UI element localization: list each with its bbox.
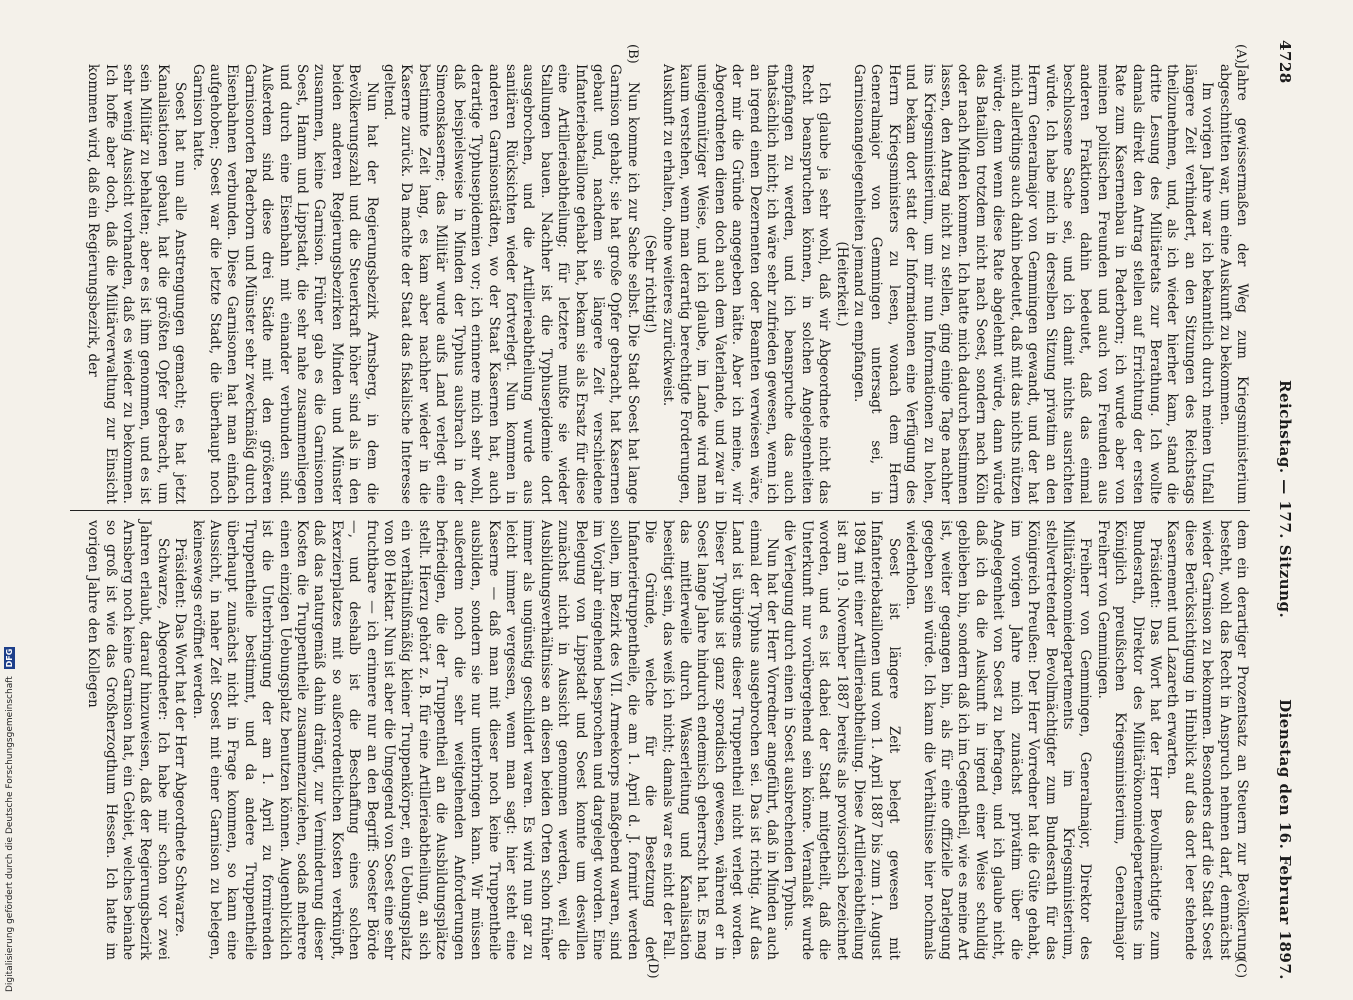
paragraph: Ich glaube ja sehr wohl, daß wir Abgeordnete nicht das Recht beanspruchen können, in solchen Angelegenheiten empfangen zu werden, und ich beanspruche das auch thatsächlich nicht; ich wäre sehr zufrieden gewesen, wenn ich an irgend einen Dezernenten oder Beamten verwiesen wäre, der mir die Gründe angegeben hätte. Aber ich meine, wir Abgeordneten dienen doch auch dem Vaterlande, und zwar in uneigennütziger Weise, und ich glaube, im Lande wird man kaum verstehen, wenn man derartig berechtigte Forderungen, Auskunft zu erhalten, ohne weiteres zurückweist. — [659, 64, 833, 504]
interjection: (Heiterkeit.) — [833, 241, 850, 327]
paragraph: Freiherr von Gemmingen, Generalmajor, Direktor des Militärökonomiedepartements im Kriegsministerium, stellvertretender Bevollmächtigter zum Bundesrath für das Königreich Preußen: Der Herr Vorredner hat die Güte gehabt, im vorigen Jahre mich zunächst privatim über die Angelegenheit von Soest zu befragen, und ich glaube nicht, daß ich da die Auskunft in irgend einer Weise schuldig geblieben bin, sondern daß ich im Gegentheil, wie es meine Art ist, weiter gegangen bin, als für eine offizielle Darlegung gegeben sein würde. Ich kann die Verhältnisse hier nochmals wiederholen. — [903, 520, 1094, 960]
margin-mark-d: (D) — [645, 958, 660, 979]
paragraph: Nun komme ich zur Sache selbst. Die Stadt Soest hat lange Garnison gehabt; sie hat große Opfer gebracht, hat Kasernen gebaut und, nachdem sie längere Zeit verschiedene Infanteriebataillone gehabt hat, bekam sie als Ersatz für diese eine Artillerieabtheilung; für letztere mußte sie wieder Stallungen bauen. Nachher ist die Typhusepidemie dort ausgebrochen, und die Artillerieabtheilung wurde aus sanitären Rücksichten wieder fortverlegt. Nun kommen in anderen Garnisonstädten, wo der Staat Kasernen hat, auch derartige Typhusepidemien vor; ich erinnere mich sehr wohl, daß beispielsweise in Minden der Typhus ausbrach in der Simeonskaserne; das Militär wurde aufs Land verlegt eine bestimmte Zeit lang, es kam aber nachher wieder in die Kaserne zurück. Da machte der Staat das fiskalische Interesse geltend. — [381, 64, 641, 504]
right-text-column — [84, 520, 1250, 960]
column-divider — [70, 510, 1250, 511]
margin-mark-c: (C) — [1233, 958, 1248, 979]
paragraph: Schwarze, Abgeordneter: Ich habe mir schon vor zwei Jahren erlaubt, darauf hinzuweisen, daß der Regierungsbezirk Arnsberg noch keine Garnison hat, ein Gebiet, welches beinahe so groß ist wie das Großherzogthum Hessen. Ich hatte im vorigen Jahre den Kollegen — [85, 520, 171, 960]
paragraph: Jahre gewissermaßen der Weg zum Kriegsministerium abgeschnitten war, um eine Auskunft zu bekommen. — [1216, 64, 1250, 504]
paragraph: Präsident: Das Wort hat der Herr Bevollmächtigte zum Bundesrath, Direktor des Militärökonomiedepartements im Königlich preußischen Kriegsministerium, Generalmajor Freiherr von Gemmingen. — [1094, 520, 1163, 960]
rotated-newspaper-page — [60, 40, 1300, 980]
paragraph: Nun hat der Herr Vorredner angeführt, daß in Minden auch einmal der Typhus ausgebrochen sei. Das ist richtig. Auf das Land ist übrigens dieser Truppentheil nicht verlegt worden. Dieser Typhus ist ganz sporadisch gewesen, während er in Soest lange Jahre hindurch endemisch geherrscht hat. Es mag das mittlerweile durch Wasserleitung und Kanalisation beseitigt sein, das weiß ich nicht; damals war es nicht der Fall. Die Gründe, welche für die Besetzung der Infanterietruppentheile, die am 1. April d. J. formirt werden sollen, im Bezirk des VII. Armeekorps maßgebend waren, sind im Vorjahr eingehend besprochen und dargelegt worden. Eine Belegung von Lippstadt und Soest konnte um deswillen zunächst nicht in Aussicht genommen werden, weil die Ausbildungsverhältnisse an diesen beiden Orten schon früher immer als ungünstig geschildert waren. Es wird nun gar zu leicht immer vergessen, wenn man sagt: hier steht eine Kaserne — daß man mit dieser noch keine Truppentheile ausbilden, sondern sie nur unterbringen kann. Wir müssen außerdem noch die sehr weitgehenden Anforderungen befriedigen, die der Truppentheil an die Ausbildungsplätze stellt. Hierzu gehört z. B. für eine Artillerieabtheilung, an sich ein verhältnißmäßig kleiner Truppenkörper, ein Uebungsplatz von 80 Hektar. Nun ist aber die Umgegend von Soest eine sehr fruchtbare — ich erinnere nur an den Begriff: Soester Börde —, und deshalb ist die Beschaffung eines solchen Exerzierplatzes mit so außerordentlichen Kosten verknüpft, daß das naturgemäß dahin drängt, zur Verminderung dieser Kosten die Truppentheile zusammenzuziehen, sodaß mehrere einen einzigen Uebungsplatz benutzen können. Augenblicklich ist die Unterbringung der am 1. April zu formirenden Truppentheile bestimmt, und da andere Truppentheile überhaupt zunächst nicht in Frage kommen, so kann eine Aussicht, in naher Zeit Soest mit einer Garnison zu belegen, keineswegs eröffnet werden. — [189, 520, 781, 960]
page-title: Reichstag. — 177. Sitzung. — [1276, 380, 1294, 619]
paragraph: Nun hat der Regierungsbezirk Arnsberg, in dem die Bevölkerungszahl und die Steuerkraft höher sind als in den beiden anderen Regierungsbezirken Minden und Münster zusammen, keine Garnison. Früher gab es die Garnisonen Soest, Hamm und Lippstadt, die sehr nahe zusammenliegen und durch eine Eisenbahn mit einander verbunden sind. Außerdem sind diese drei Städte mit den größeren Garnisonorten Paderborn und Münster sehr zweckmäßig durch Eisenbahnen verbunden. Diese Garnisonen hat man einfach aufgehoben; Soest war die letzte Stadt, die überhaupt noch Garnison hatte. — [189, 64, 380, 504]
digitization-credit — [4, 0, 26, 992]
paragraph: Soest hat nun alle Anstrengungen gemacht; es hat jetzt Kanalisationen gebaut, hat die größten Opfer gebracht, um sein Militär zu behalten; aber es ist ihm genommen, und es ist sehr wenig Aussicht vorhanden, daß es wieder zu bekommen. Ich hoffe aber doch, daß die Militärverwaltung zur Einsicht kommen wird, daß ein Regierungsbezirk, der — [85, 64, 189, 504]
paragraph: Im vorigen Jahre war ich bekanntlich durch meinen Unfall längere Zeit verhindert, an den Sitzungen des Reichstags theilzunehmen, und, als ich wieder hierher kam, stand die dritte Lesung des Militäretats zur Berathung. Ich wollte damals direkt den Antrag stellen auf Errichtung der ersten Rate zum Kasernenbau in Paderborn; ich wurde aber von meinen politischen Freunden und auch von Freunden aus anderen Fraktionen dahin bedeutet, daß das einmal beschlossene Sache sei, und ich damit nichts ausrichten würde. Ich habe mich in derselben Sitzung privatim an den Herrn Generalmajor von Gemmingen gewandt, und der hat mich allerdings auch dahin bedeutet, daß mit das nichts nützen würde; denn wenn diese Rate abgelehnt würde, dann würde das Bataillon trotzdem nicht nach Soest, sondern nach Köln oder nach Minden kommen. Ich hatte mich dadurch bestimmen lassen, den Antrag nicht zu stellen, ging einige Tage nachher ins Kriegsministerium, um mir nun Informationen zu holen, und bekam dort statt der Informationen eine Verfügung des Herrn Kriegsministers zu lesen, wonach dem Herrn Generalmajor von Gemmingen untersagt sei, in Garnisonangelegenheiten jemand zu empfangen. — [851, 64, 1216, 504]
margin-mark-a: (A) — [1233, 44, 1248, 64]
paragraph: Soest ist längere Zeit belegt gewesen mit Infanteriebataillonen und vom 1. April 1887 bis zum 1. August 1894 mit einer Artillerieabtheilung. Diese Artillerieabtheilung ist am 19. November 1887 bereits als provisorisch bezeichnet worden, und es ist dabei der Stadt mitgetheilt, daß die Unterkunft nur vorübergehend sein könne. Veranlaßt wurde die Verlegung durch einen in Soest ausbrechenden Typhus. — [781, 520, 902, 960]
paragraph: Präsident: Das Wort hat der Herr Abgeordnete Schwarze. — [172, 538, 189, 937]
paragraph: dem ein derartiger Prozentsatz an Steuern zur Bevölkerung besteht, wohl das Recht in Anspruch nehmen darf, demnächst wieder Garnison zu bekommen. Besonders darf die Stadt Soest diese Berücksichtigung in Hinblick auf das dort leer stehende Kasernement und Lazareth erwarten. — [1164, 520, 1250, 960]
interjection: (Sehr richtig!) — [642, 234, 659, 334]
page-date: Dienstag den 16. Februar 1897. — [1276, 699, 1294, 980]
page-header — [1266, 40, 1300, 980]
dfg-logo: DFG — [5, 648, 14, 668]
page-number: 4728 — [1276, 40, 1294, 84]
credit-text: Digitalisierung gefördert durch die Deutsche Forschungsgemeinschaft — [5, 676, 15, 992]
margin-mark-b: (B) — [625, 44, 640, 64]
left-text-column — [84, 64, 1250, 504]
